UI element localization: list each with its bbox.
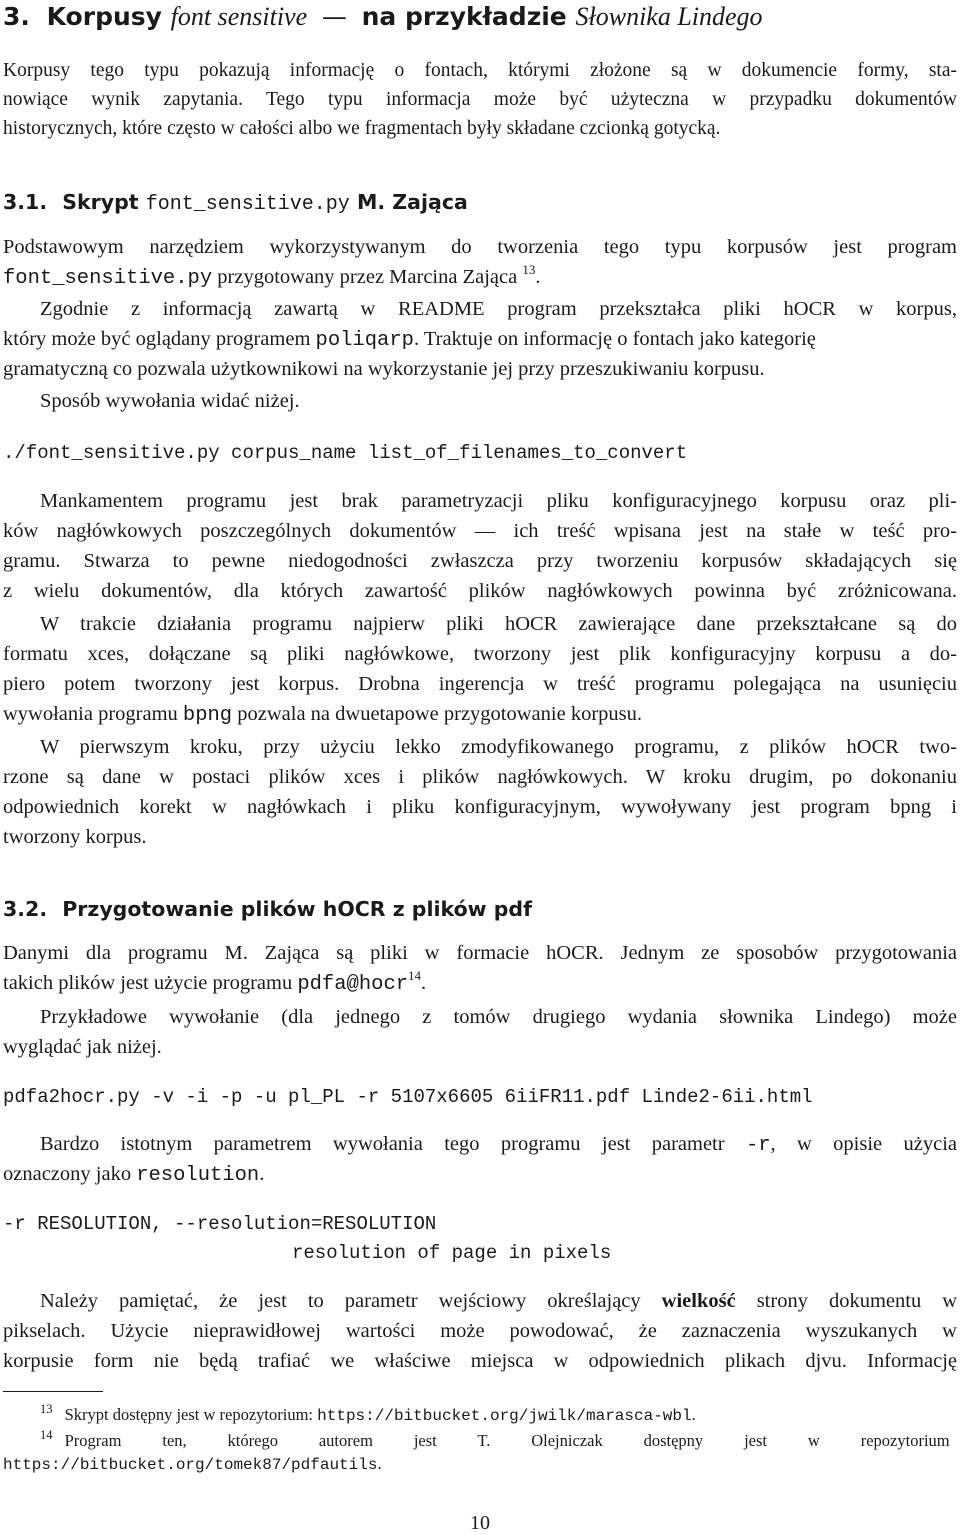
bold-text: wielkość bbox=[661, 1290, 736, 1312]
text-span: . bbox=[259, 1163, 265, 1185]
text-line: wyglądać jak niżej. bbox=[3, 1036, 162, 1058]
text-span: wywołania programu bbox=[3, 703, 183, 725]
heading-text: M. Zająca bbox=[356, 190, 468, 214]
text-span: Należy pamiętać, że jest to parametr wejściowy określający bbox=[40, 1290, 662, 1312]
text-span: . Traktuje on informację o fontach jako kategorię bbox=[413, 328, 816, 350]
footnote-14 bbox=[40, 1428, 957, 1451]
text-line: Sposób wywołania widać niżej. bbox=[40, 390, 300, 412]
footnote-link[interactable]: https://bitbucket.org/tomek87/pdfautils bbox=[3, 1456, 378, 1474]
text-line: ków nagłówkowych poszczególnych dokumentów — ich treść wpisana jest na stałe w teść pro- bbox=[3, 520, 957, 542]
text-line: historycznych, które często w całości albo we fragmentach były składane czcionką gotycką. bbox=[3, 118, 721, 139]
text-span: strony dokumentu w bbox=[735, 1290, 958, 1312]
heading-text: Skrypt bbox=[62, 190, 139, 214]
section-number: 3.2. bbox=[3, 897, 48, 921]
text-line: nowiące wynik zapytania. Tego typu informacja może być użyteczna w przypadku dokumentów bbox=[3, 89, 957, 110]
section-3-heading bbox=[3, 2, 763, 32]
text-span: przygotowany przez Marcina Zająca bbox=[212, 266, 523, 288]
footnote-text: . bbox=[377, 1454, 382, 1473]
text-span: Bardzo istotnym parametrem wywołania tego programu jest parametr bbox=[40, 1133, 746, 1155]
footnote-text: . bbox=[691, 1405, 696, 1424]
footnote-ref-13[interactable]: 13 bbox=[522, 262, 536, 277]
inline-code: pdfa@hocr bbox=[297, 973, 409, 996]
section-number: 3.1. bbox=[3, 190, 48, 214]
text-line bbox=[3, 262, 957, 290]
footnote-ref-14[interactable]: 14 bbox=[408, 968, 422, 983]
footnote-text: Skrypt dostępny jest w repozytorium: bbox=[64, 1405, 318, 1424]
heading-text: Przygotowanie plików hOCR z plików pdf bbox=[62, 897, 533, 921]
text-line: odpowiednich korekt w nagłówkach i pliku konfiguracyjnym, wywoływany jest program bpng i bbox=[3, 796, 957, 818]
page-number: 10 bbox=[470, 1512, 490, 1534]
text-line: pikselach. Użycie nieprawidłowej wartości może powodować, że zaznaczenia wyszukanych w bbox=[3, 1320, 957, 1342]
text-line: Podstawowym narzędziem wykorzystywanym do tworzenia tego typu korpusów jest program bbox=[3, 236, 957, 258]
text-line: formatu xces, dołączane są pliki nagłówkowe, tworzony jest plik konfiguracyjny korpusu a do- bbox=[3, 643, 957, 665]
text-line: Zgodnie z informacją zawartą w README program przekształca pliki hOCR w korpus, bbox=[40, 298, 957, 320]
heading-text: na przykładzie bbox=[361, 2, 567, 31]
text-line: korpusie form nie będą trafiać we właściwe miejsca w odpowiednich plikach djvu. Informację bbox=[3, 1350, 957, 1372]
footnote-13 bbox=[40, 1402, 696, 1425]
text-line: Danymi dla programu M. Zająca są pliki w formacie hOCR. Jednym ze sposobów przygotowania bbox=[3, 942, 957, 964]
inline-code: resolution bbox=[136, 1164, 260, 1187]
inline-code: poliqarp bbox=[315, 329, 414, 352]
text-span: . bbox=[421, 972, 427, 994]
text-line: Mankamentem programu jest brak parametryzacji pliku konfiguracyjnego korpusu oraz pli- bbox=[40, 490, 957, 512]
section-3-1-heading bbox=[3, 190, 468, 216]
text-line bbox=[40, 1290, 957, 1313]
text-line bbox=[40, 1133, 957, 1157]
text-line: piero potem tworzony jest korpus. Drobna ingerencja w treść programu polegająca na usunięciu bbox=[3, 673, 957, 695]
footnote-14-link-line bbox=[3, 1454, 382, 1474]
text-span: , w opisie użycia bbox=[770, 1133, 958, 1155]
footnote-rule bbox=[3, 1391, 103, 1392]
heading-text: Korpusy bbox=[46, 2, 162, 31]
text-line: z wielu dokumentów, dla których zawartość plików nagłówkowych powinna być zróżnicowana. bbox=[3, 580, 957, 602]
heading-italic: Słownika Lindego bbox=[575, 2, 763, 31]
text-line bbox=[3, 328, 957, 352]
text-line: W trakcie działania programu najpierw pliki hOCR zawierające dane przekształcane są do bbox=[40, 613, 957, 635]
text-line: Korpusy tego typu pokazują informację o fontach, którymi złożone są w dokumencie formy, sta- bbox=[3, 60, 957, 81]
text-line: Przykładowe wywołanie (dla jednego z tomów drugiego wydania słownika Lindego) może bbox=[40, 1006, 957, 1028]
inline-code: font_sensitive.py bbox=[3, 267, 213, 290]
footnote-number: 13 bbox=[40, 1402, 53, 1416]
code-block-command: ./font_sensitive.py corpus_name list_of_filenames_to_convert bbox=[3, 442, 688, 464]
section-number: 3. bbox=[3, 2, 30, 31]
heading-dash: — bbox=[321, 2, 347, 31]
code-block-option-desc: resolution of page in pixels bbox=[292, 1242, 612, 1264]
text-span: takich plików jest użycie programu bbox=[3, 972, 298, 994]
footnote-text: Program ten, którego autorem jest T. Olejniczak dostępny jest w repozytorium bbox=[64, 1431, 950, 1450]
code-block-option: -r RESOLUTION, --resolution=RESOLUTION bbox=[3, 1213, 437, 1235]
text-span: oznaczony jako bbox=[3, 1163, 137, 1185]
inline-code: bpng bbox=[182, 704, 233, 727]
heading-code: font_sensitive.py bbox=[145, 193, 350, 216]
text-line: tworzony korpus. bbox=[3, 826, 147, 848]
text-line: gramu. Stwarza to pewne niedogodności zwłaszcza przy tworzeniu korpusów składających się bbox=[3, 550, 957, 572]
heading-italic: font sensitive bbox=[170, 2, 308, 31]
code-block-command: pdfa2hocr.py -v -i -p -u pl_PL -r 5107x6605 6iiFR11.pdf Linde2-6ii.html bbox=[3, 1086, 813, 1108]
text-span: pozwala na dwuetapowe przygotowanie korpusu. bbox=[232, 703, 642, 725]
text-line: gramatyczną co pozwala użytkownikowi na wykorzystanie jej przy przeszukiwaniu korpusu. bbox=[3, 358, 765, 380]
text-line bbox=[3, 703, 957, 727]
footnote-number: 14 bbox=[40, 1428, 53, 1442]
text-span: który może być oglądany programem bbox=[3, 328, 316, 350]
text-line: rzone są dane w postaci plików xces i plików nagłówkowych. W kroku drugim, po dokonaniu bbox=[3, 766, 957, 788]
text-line: W pierwszym kroku, przy użyciu lekko zmodyfikowanego programu, z plików hOCR two- bbox=[40, 736, 957, 758]
text-span: . bbox=[535, 266, 541, 288]
inline-code: -r bbox=[745, 1134, 771, 1157]
text-line bbox=[3, 968, 957, 996]
section-3-2-heading bbox=[3, 897, 532, 921]
text-line bbox=[3, 1163, 957, 1187]
footnote-link[interactable]: https://bitbucket.org/jwilk/marasca-wbl bbox=[317, 1407, 692, 1425]
